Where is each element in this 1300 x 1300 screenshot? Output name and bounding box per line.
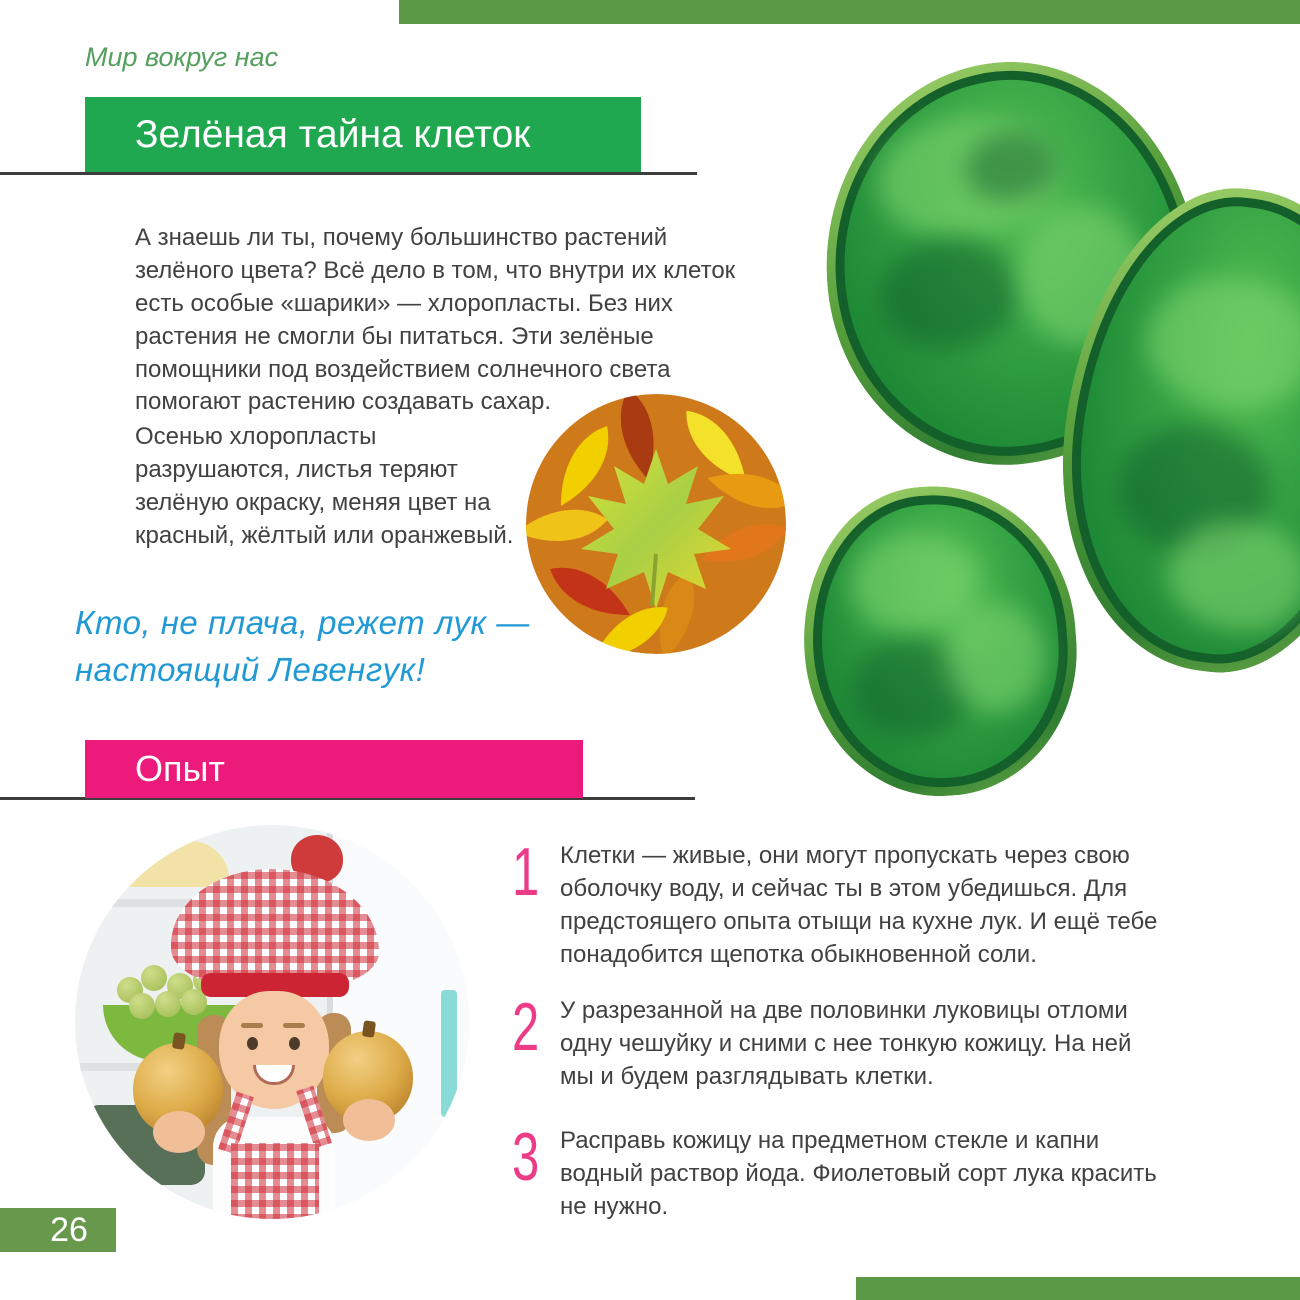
onion-root	[172, 1032, 186, 1050]
title-rule	[0, 172, 697, 175]
eye	[289, 1037, 300, 1050]
cheese-image	[119, 841, 229, 887]
grape	[155, 991, 181, 1017]
step-number-3: 3	[512, 1119, 540, 1195]
girl-with-onions-photo	[75, 825, 469, 1219]
eyebrow	[241, 1023, 263, 1028]
step-number-1: 1	[512, 834, 540, 910]
step-text-1: Клетки — живые, они могут пропускать через свою оболочку воду, и сейчас ты в этом убедишься. Для предстоящего опыта отыщи на кухне лук. И ещё тебе понадобится щепотка обыкновенной соли.	[560, 842, 1158, 968]
autumn-paragraph: Осенью хлоропласты разрушаются, листья теряют зелёную окраску, меняя цвет на красный, жёлтый или оранжевый.	[135, 423, 514, 549]
girl-hand	[153, 1111, 205, 1153]
onion-root	[362, 1020, 376, 1038]
experiment-step-3	[512, 1119, 1160, 1224]
experiment-title: Опыт	[135, 748, 225, 789]
joke-line-1: Кто, не плача, режет лук —	[75, 604, 530, 641]
eye	[247, 1037, 258, 1050]
eyebrow	[283, 1023, 305, 1028]
smile	[253, 1065, 295, 1085]
section-title-banner-green	[85, 97, 641, 172]
handwritten-joke	[75, 600, 530, 694]
autumn-leaves-image	[526, 394, 786, 654]
page-number: 26	[50, 1210, 88, 1249]
intro-paragraph: А знаешь ли ты, почему большинство растений зелёного цвета? Всё дело в том, что внутри их клеток есть особые «шарики» — хлоропласты. Без них растения не смогли бы питаться. Эти зелёные помощники под воздействием солнечного света помогают растению создавать сахар.	[135, 224, 736, 416]
grape	[141, 965, 167, 991]
apron-bib	[231, 1143, 319, 1219]
section-title-banner-pink	[85, 740, 583, 798]
step-number-2: 2	[512, 989, 540, 1065]
experiment-step-2	[512, 989, 1160, 1094]
series-label: Мир вокруг нас	[85, 42, 279, 72]
autumn-leaves-photo	[526, 394, 786, 654]
step-text-2: У разрезанной на две половинки луковицы отломи одну чешуйку и сними с нее тонкую кожицу. На ней мы и будем разглядывать клетки.	[560, 997, 1132, 1090]
step-text-3: Расправь кожицу на предметном стекле и капни водный раствор йода. Фиолетовый сорт лука красить не нужно.	[560, 1127, 1157, 1220]
top-corner-bar	[399, 0, 1300, 24]
section-title: Зелёная тайна клеток	[135, 112, 531, 156]
fridge-door-shelf	[441, 990, 457, 1116]
cell-illustration-bottom	[794, 477, 1087, 805]
grape	[129, 993, 155, 1019]
joke-line-2: настоящий Левенгук!	[75, 650, 426, 688]
bottom-corner-bar	[856, 1277, 1300, 1300]
page-number-badge	[0, 1208, 116, 1252]
experiment-step-1	[512, 834, 1160, 972]
girl-hand	[343, 1099, 395, 1141]
